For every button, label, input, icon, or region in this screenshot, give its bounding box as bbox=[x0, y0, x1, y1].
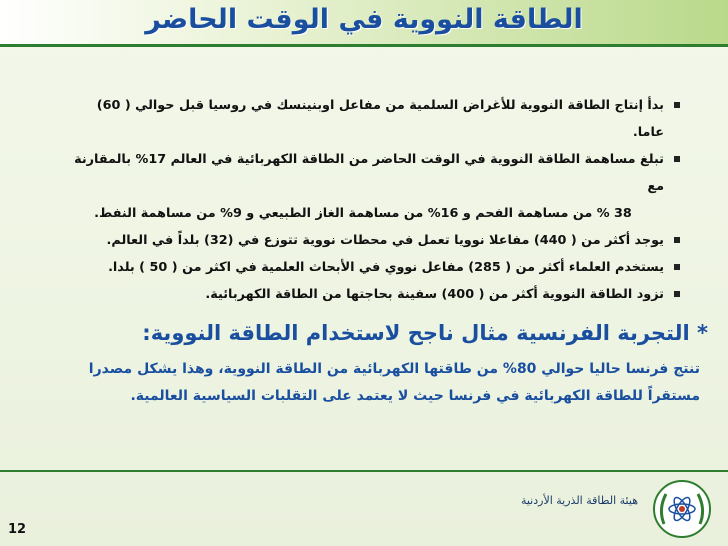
page-number: 12 bbox=[8, 522, 27, 537]
bullet-square-icon bbox=[674, 291, 680, 297]
bullet-square-icon bbox=[674, 102, 680, 108]
french-experience-heading: * التجربة الفرنسية مثال ناجح لاستخدام الطاقة النووية: bbox=[142, 321, 708, 345]
slide-title: الطاقة النووية في الوقت الحاضر bbox=[145, 4, 583, 35]
bullet-item bbox=[62, 281, 680, 308]
bullet-square-icon bbox=[674, 237, 680, 243]
bullet-square-icon bbox=[674, 264, 680, 270]
bullet-item bbox=[62, 254, 680, 281]
logo-atom-wreath-icon bbox=[650, 478, 714, 540]
bullet-item bbox=[62, 92, 680, 146]
french-experience-body: تنتج فرنسا حاليا حوالي 80% من طاقتها الكهربائية من الطاقة النووية، وهذا يشكل مصدرا مستقراً للطاقة الكهربائية في فرنسا حيث لا يعتمد على التقلبات السياسية العالمية. bbox=[88, 361, 700, 404]
bullet-square-icon bbox=[674, 156, 680, 162]
title-divider bbox=[0, 44, 728, 47]
bullet-item bbox=[62, 146, 680, 227]
bullet-text: بدأ إنتاج الطاقة النووية للأغراض السلمية من مفاعل اوبنينسك في روسيا قبل حوالي ( 60) عاما. bbox=[96, 98, 664, 140]
bullet-text: تزود الطاقة النووية أكثر من ( 400) سفينة بحاجتها من الطاقة الكهربائية. bbox=[205, 287, 664, 302]
bullet-text: يستخدم العلماء أكثر من ( 285) مفاعل نووي في الأبحاث العلمية في اكثر من ( 50 ) بلدا. bbox=[108, 260, 664, 275]
bullet-text: يوجد أكثر من ( 440) مفاعلا نوويا تعمل في محطات نووية تتوزع في (32) بلداً في العالم. bbox=[106, 233, 664, 248]
footer-divider bbox=[0, 470, 728, 472]
bullet-text: تبلغ مساهمة الطاقة النووية في الوقت الحاضر من الطاقة الكهربائية في العالم 17% بالمقارنة مع bbox=[74, 152, 664, 194]
organization-name: هيئة الطاقة الذرية الأردنية bbox=[520, 494, 638, 507]
bullet-text-continuation: 38 % من مساهمة الفحم و 16% من مساهمة الغاز الطبيعي و 9% من مساهمة النفط. bbox=[94, 206, 632, 221]
bullet-item bbox=[62, 227, 680, 254]
bullet-list bbox=[62, 92, 680, 308]
